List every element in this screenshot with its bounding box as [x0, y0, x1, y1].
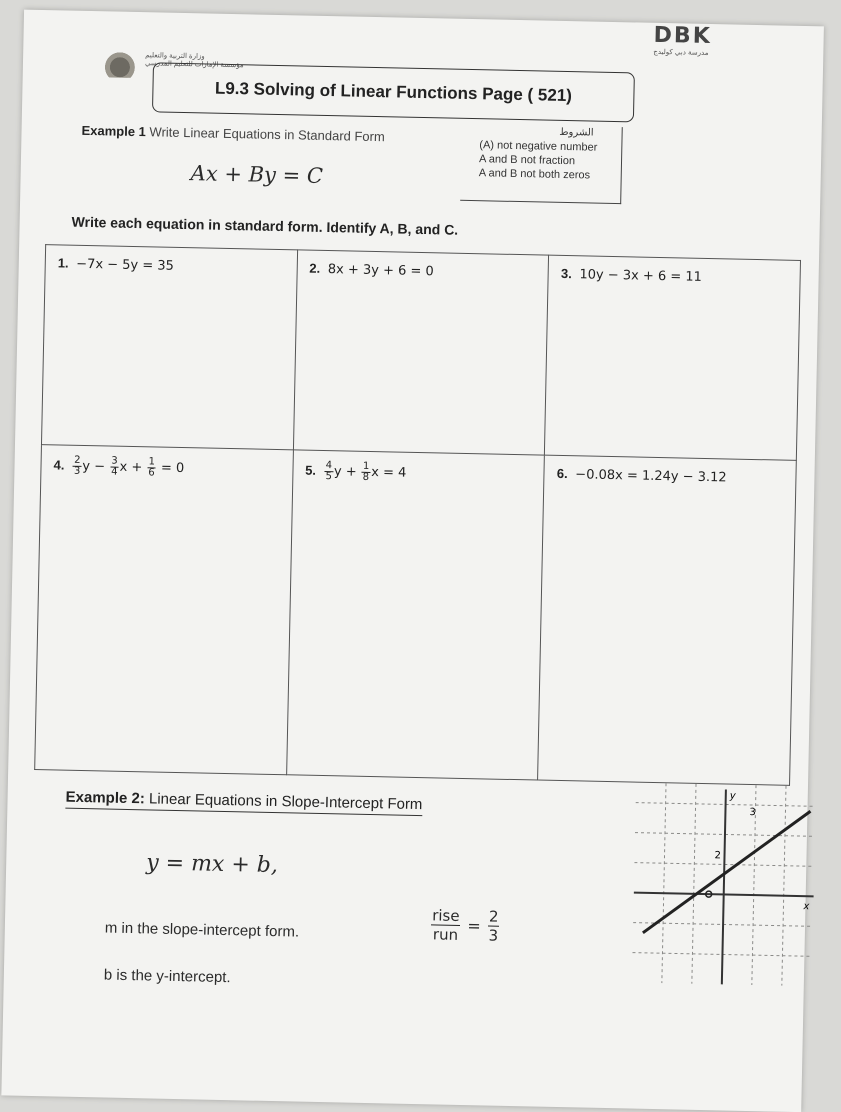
x-axis-label: x — [803, 901, 810, 913]
slope-fraction — [430, 906, 501, 944]
example1-heading — [81, 123, 385, 144]
problem-cell[interactable] — [41, 245, 297, 450]
worksheet-page — [1, 10, 824, 1112]
equation-part: y + — [333, 464, 361, 480]
graph-line — [643, 808, 811, 936]
slope-denominator: 3 — [488, 926, 499, 945]
fraction — [73, 456, 82, 477]
equals-sign: = — [467, 916, 481, 936]
rise-over-run — [431, 906, 461, 944]
fraction-numerator: 4 — [325, 460, 333, 472]
problem-number: 6. — [556, 465, 568, 482]
graph-annotation-3: 3 — [749, 806, 756, 819]
problem-number: 2. — [309, 260, 321, 276]
fraction — [362, 462, 371, 483]
fraction-denominator: 4 — [111, 466, 118, 478]
b-description: b is the y-intercept. — [103, 966, 231, 987]
m-description: m in the slope-intercept form. — [104, 919, 300, 941]
problem-cell[interactable] — [286, 450, 544, 780]
fraction-numerator: 2 — [74, 454, 81, 466]
problem-cell[interactable] — [545, 255, 801, 460]
problem-equation — [323, 460, 407, 483]
fraction-denominator: 6 — [148, 467, 155, 479]
standard-form-formula: Ax + By = C — [190, 161, 324, 188]
y-axis — [722, 789, 726, 984]
example2-text: Linear Equations in Slope-Intercept Form — [148, 790, 423, 814]
graph-annotation-2: 2 — [714, 850, 722, 862]
condition-item: A and B not both zeros — [478, 167, 591, 182]
example2-heading — [65, 789, 422, 816]
fraction — [324, 461, 333, 482]
example2-label: Example 2: — [65, 788, 145, 808]
condition-item: (A) not negative number — [479, 139, 598, 154]
problem-cell[interactable] — [35, 445, 293, 775]
equation-part: x + — [119, 459, 147, 476]
y-axis-label: y — [729, 790, 736, 802]
problem-equation — [72, 454, 185, 479]
fraction-numerator: 1 — [362, 460, 370, 472]
example1-text: Write Linear Equations in Standard Form — [149, 124, 385, 145]
slope-intercept-formula: y = mx + b, — [145, 850, 279, 879]
problem-equation: −0.08x = 1.24y − 3.12 — [575, 467, 727, 486]
school-logo — [653, 23, 784, 56]
problem-cell[interactable] — [538, 455, 796, 785]
page-title: L9.3 Solving of Linear Functions Page ( 521) — [152, 62, 635, 122]
problem-number: 3. — [560, 265, 572, 282]
fraction — [147, 457, 156, 478]
run-label: run — [432, 925, 459, 944]
slope-numerator: 2 — [488, 907, 499, 926]
example1-label: Example 1 — [81, 122, 147, 140]
slope-value — [487, 908, 499, 945]
instruction: Write each equation in standard form. Identify A, B, and C. — [71, 213, 459, 238]
problem-cell[interactable] — [293, 250, 549, 455]
condition-item: A and B not fraction — [478, 153, 576, 168]
ministry-logo — [101, 51, 140, 78]
problem-number: 1. — [57, 255, 69, 271]
problem-number: 5. — [305, 462, 317, 478]
fraction — [110, 457, 119, 478]
equation-part: x = 4 — [371, 464, 407, 481]
school-logo-mark: DBK — [653, 22, 713, 50]
ministry-caption-line1: وزارة التربية والتعليم — [145, 52, 205, 61]
ministry-caption-line2: مؤسسة الإمارات للتعليم المدرسي — [144, 60, 244, 70]
fraction-denominator: 8 — [362, 471, 370, 483]
problem-equation: 8x + 3y + 6 = 0 — [327, 262, 434, 280]
fraction-numerator: 3 — [111, 455, 118, 467]
equation-part: y − — [82, 458, 110, 475]
line-graph — [632, 783, 816, 987]
rise-label: rise — [432, 906, 460, 925]
conditions-box — [460, 124, 623, 204]
school-logo-caption: مدرسة دبي كوليدج — [653, 47, 709, 57]
fraction-denominator: 5 — [325, 471, 332, 483]
problem-equation: 10y − 3x + 6 = 11 — [579, 267, 703, 285]
fraction-numerator: 1 — [148, 456, 156, 468]
problem-number: 4. — [53, 457, 65, 473]
equation-part: = 0 — [156, 460, 185, 477]
problem-equation: −7x − 5y = 35 — [76, 256, 175, 274]
conditions-title: الشروط — [559, 126, 594, 139]
fraction-denominator: 3 — [73, 465, 81, 477]
problems-table — [34, 244, 801, 786]
